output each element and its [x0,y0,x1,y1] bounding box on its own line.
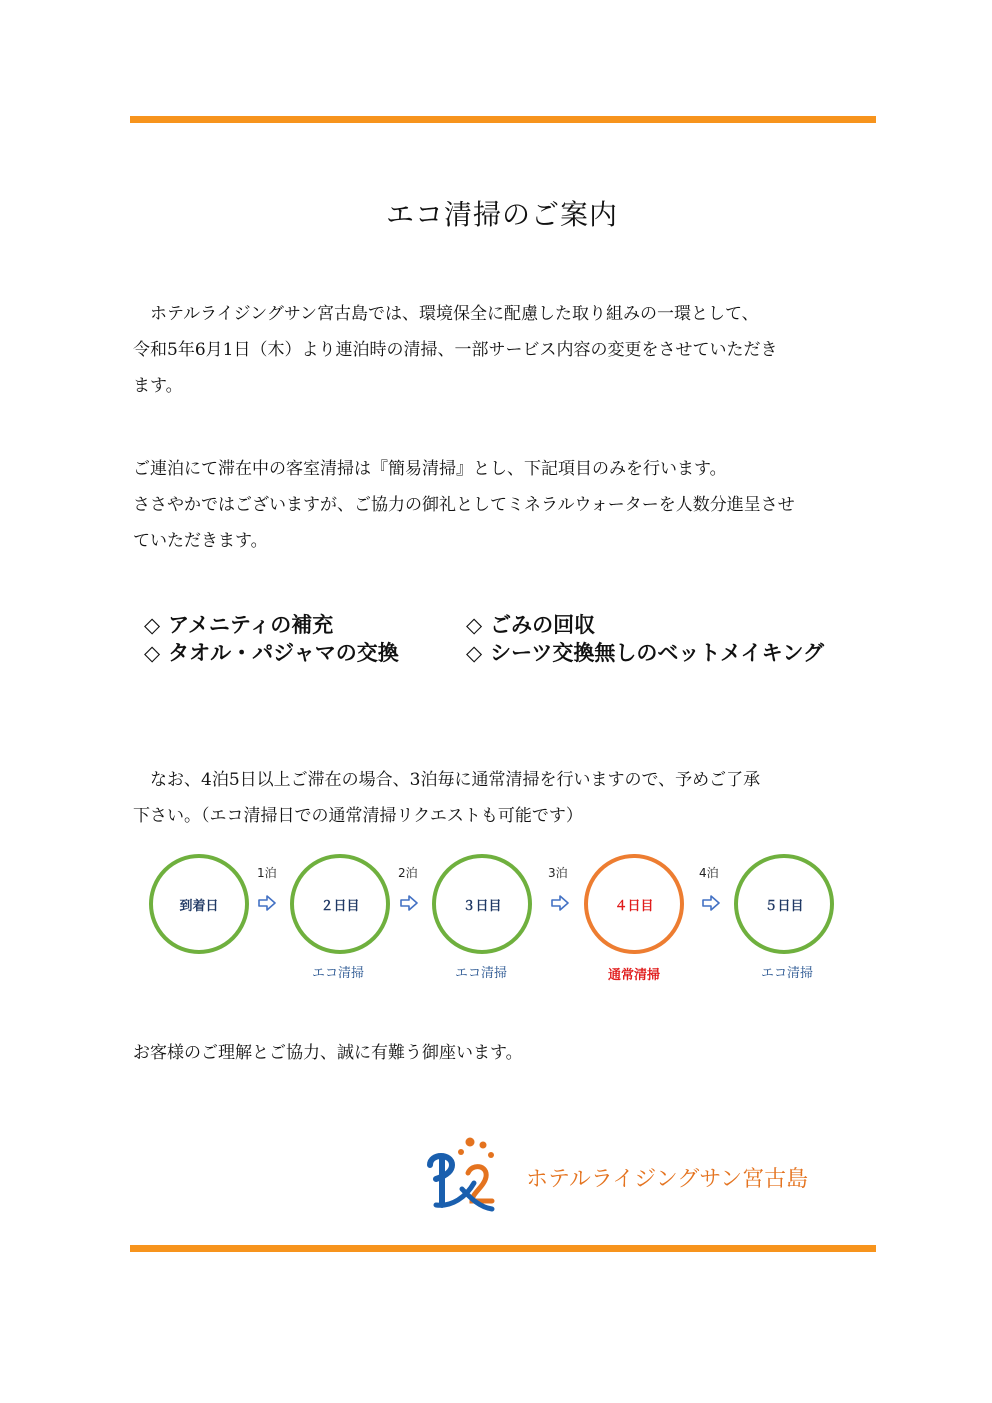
service-item: ◇ ごみの回収 [466,613,596,637]
cleaning-type-label: エコ清掃 [454,966,507,981]
day-circle-4: ４日目 [584,854,684,954]
night-label: 1泊 [257,866,277,880]
intro-paragraph [133,296,873,404]
intro-line-2: 令和5年6月1日（木）より連泊時の清掃、一部サービス内容の変更をさせていただき [133,340,778,360]
diamond-bullet-icon: ◇ [466,613,483,637]
night-label: 2泊 [398,866,418,880]
eco-line-2: ささやかではございますが、ご協力の御礼としてミネラルウォーターを人数分進呈させ [133,495,795,515]
day-circle-5: ５日目 [734,854,834,954]
service-item: ◇ タオル・パジャマの交換 [144,641,399,665]
eco-line-3: ていただきます。 [133,531,268,551]
service-item: ◇ アメニティの補充 [144,613,334,637]
eco-paragraph [133,451,873,559]
night-label: 4泊 [699,866,719,880]
diamond-bullet-icon: ◇ [144,641,161,665]
service-list-right [466,611,824,667]
day-circle-3: ３日目 [432,854,532,954]
cleaning-schedule-flow [0,850,992,990]
right-arrow-icon [702,894,720,912]
cleaning-type-label: エコ清掃 [311,966,364,981]
diamond-bullet-icon: ◇ [466,641,483,665]
note-line-2: 下さい。（エコ清掃日での通常清掃リクエストも可能です） [133,806,583,826]
right-arrow-icon [400,894,418,912]
page-title: エコ清掃のご案内 [385,198,618,231]
bottom-orange-rule [130,1245,876,1252]
service-item: ◇ シーツ交換無しのベットメイキング [466,641,825,665]
right-arrow-icon [551,894,569,912]
cleaning-type-label: エコ清掃 [760,966,813,981]
eco-line-1: ご連泊にて滞在中の客室清掃は『簡易清掃』とし、下記項目のみを行います。 [133,459,727,479]
top-orange-rule [130,116,876,123]
night-label: 3泊 [548,866,568,880]
note-paragraph [133,762,873,834]
closing-text: お客様のご理解とご協力、誠に有難う御座います。 [133,1043,523,1063]
service-list-left [144,611,399,667]
day-circle-arrival: 到着日 [149,854,249,954]
note-line-1: なお、4泊5日以上ご滞在の場合、3泊毎に通常清掃を行いますので、予めご了承 [150,770,761,790]
cleaning-type-label-normal: 通常清掃 [607,968,660,983]
right-arrow-icon [258,894,276,912]
hotel-logo-icon [422,1135,504,1215]
intro-line-3: ます。 [133,376,183,396]
day-circle-2: ２日目 [290,854,390,954]
intro-line-1: ホテルライジングサン宮古島では、環境保全に配慮した取り組みの一環として、 [150,304,759,324]
hotel-name: ホテルライジングサン宮古島 [526,1167,809,1192]
diamond-bullet-icon: ◇ [144,613,161,637]
